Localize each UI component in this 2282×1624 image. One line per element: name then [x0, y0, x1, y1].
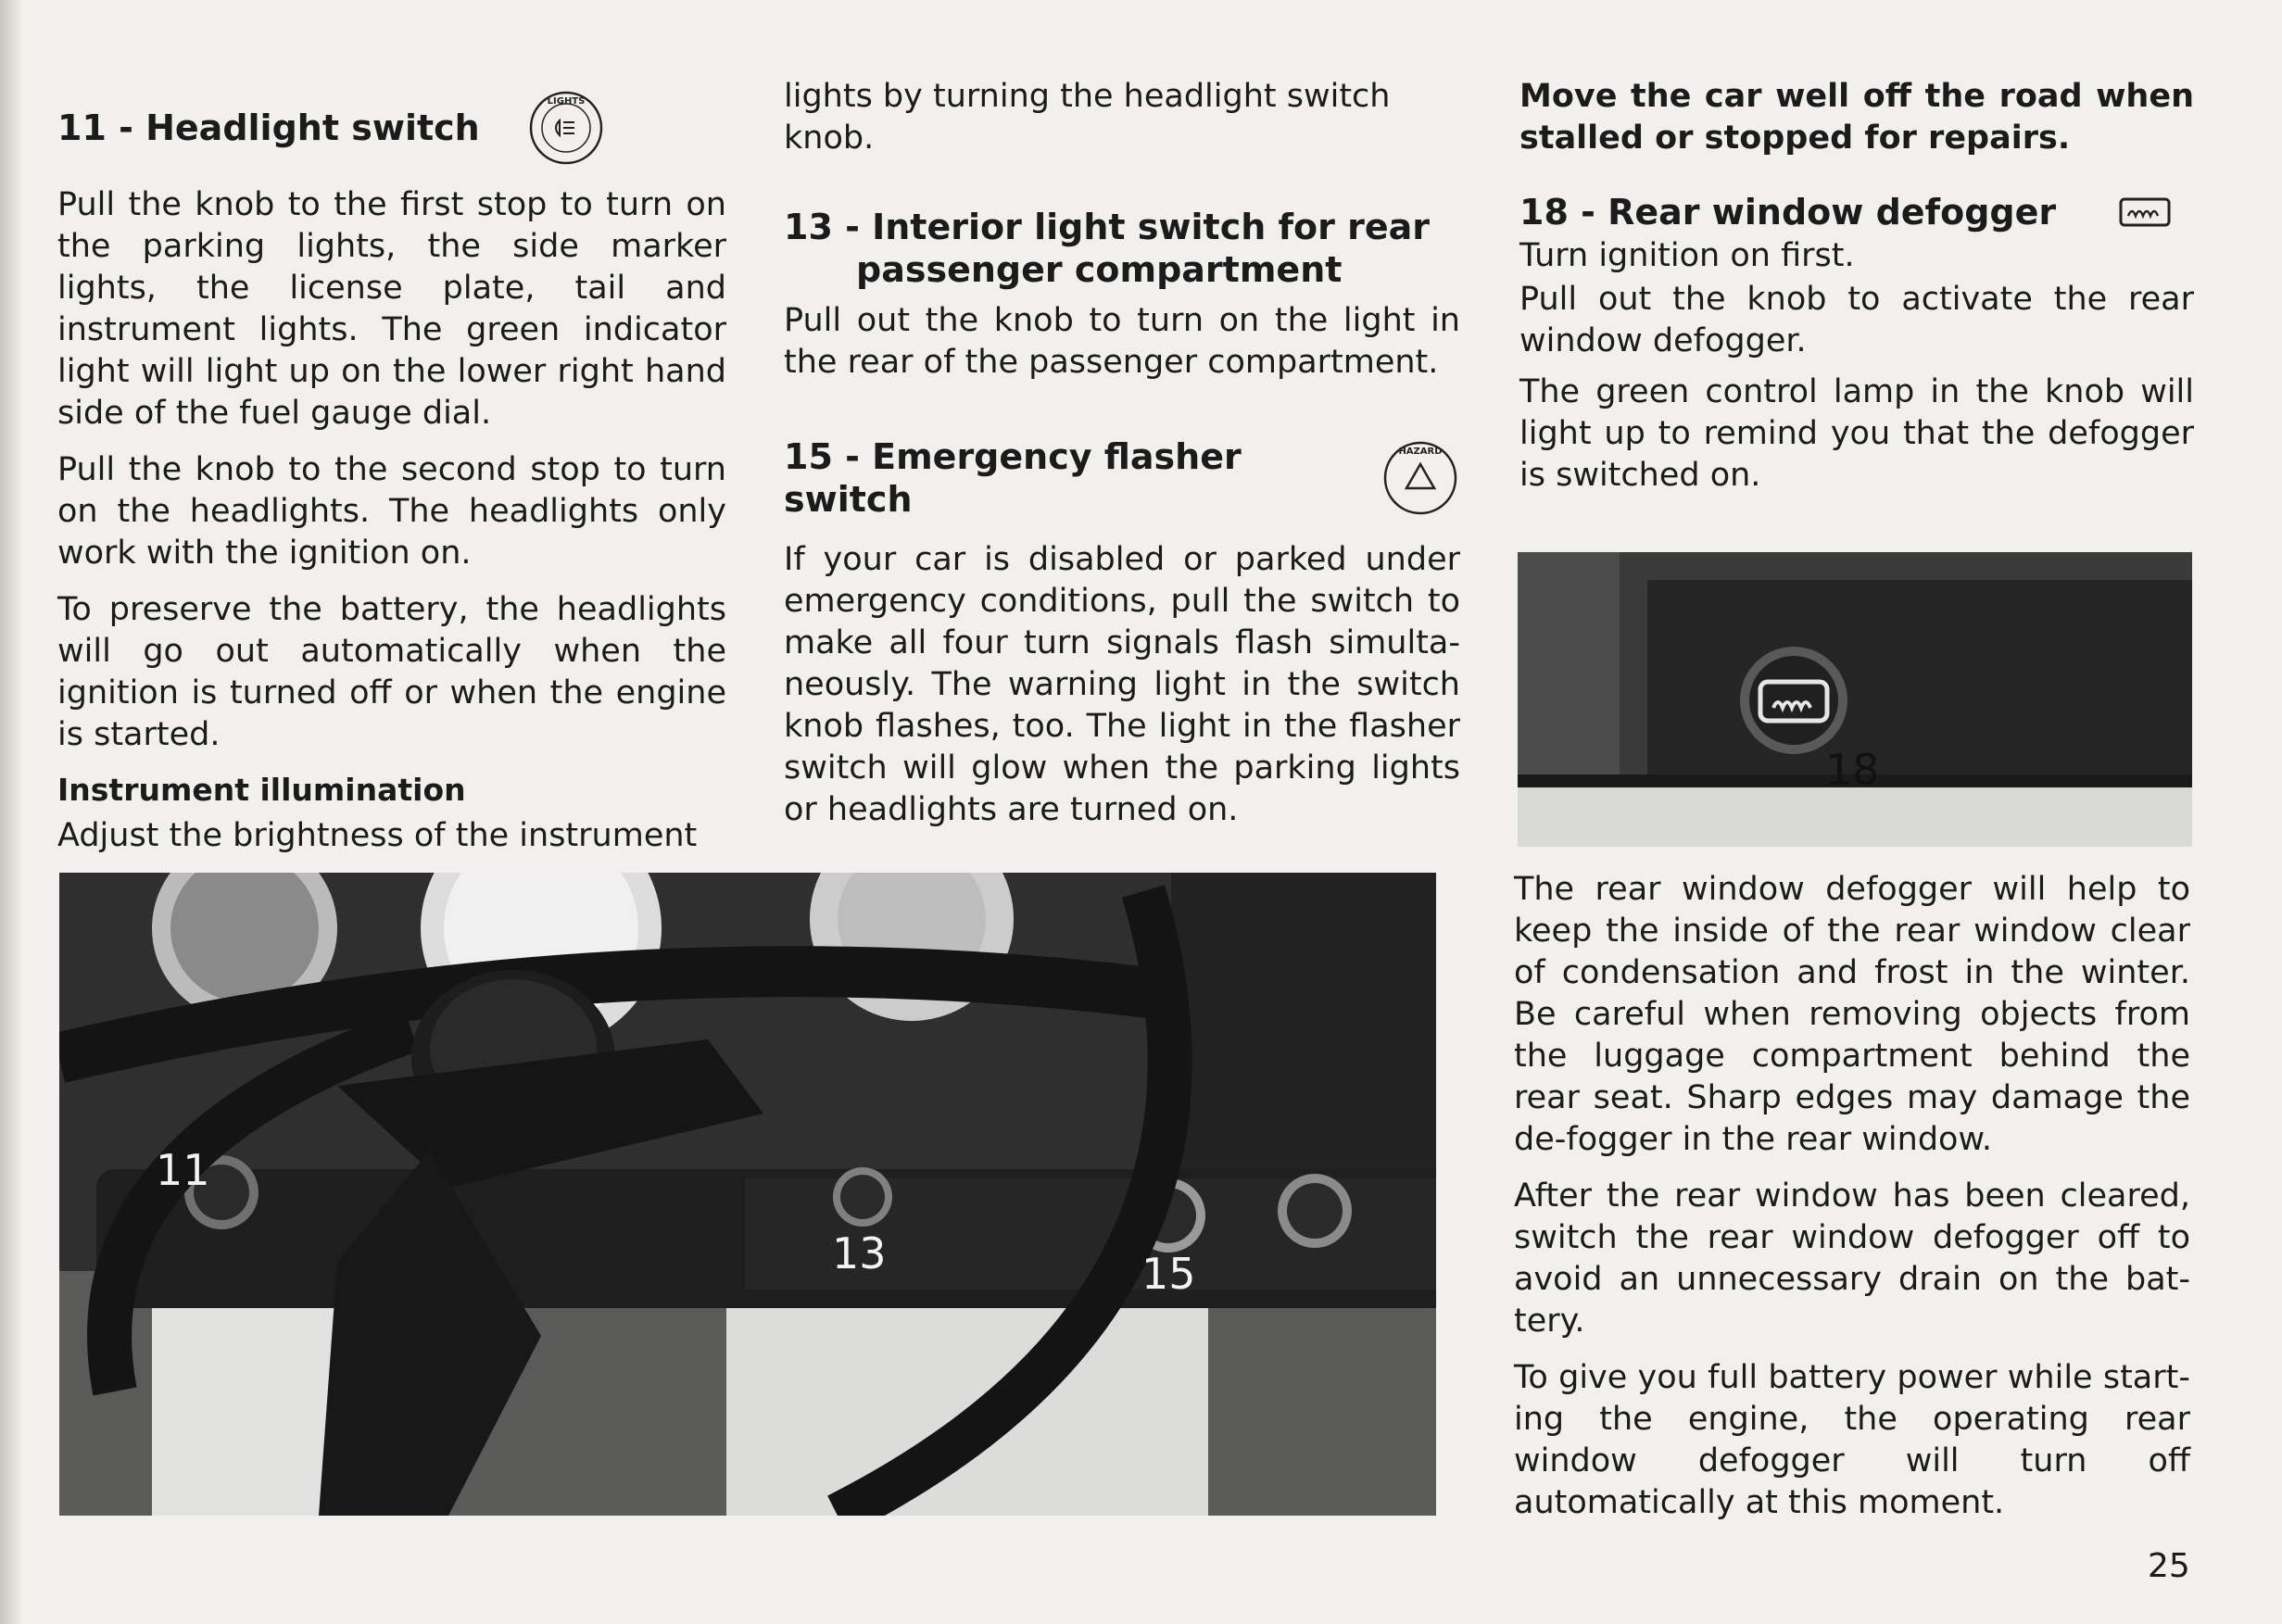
- paragraph: To preserve the battery, the headlights will go out automatically when the ignition is turned off or when the engine is started.: [57, 591, 726, 753]
- paragraph: Pull the knob to the first stop to turn on the parking lights, the side marker lights, the license plate, tail and instrument lights. The green indicator light will light up on the lower right hand side of the fuel gauge dial.: [57, 186, 726, 432]
- rear-defogger-knob-photo: [1518, 552, 2192, 847]
- paragraph: lights by turning the headlight switch knob.: [784, 78, 1391, 157]
- column-headlight-switch: [57, 88, 726, 872]
- column-rear-defogger: [1519, 76, 2194, 511]
- paragraph: If your car is disabled or parked under emergency conditions, pull the switch to make all four turn signals flash simulta-neously. The warning light in the switch knob flashes, too. The light in the flasher switch will glow when the parking lights or headlights are turned on.: [784, 541, 1460, 828]
- subheading-instrument-illumination: Instrument illumination: [57, 772, 466, 808]
- svg-text:LIGHTS: LIGHTS: [547, 96, 586, 107]
- column-interior-and-flasher: [784, 76, 1460, 846]
- callout-label-13: 13: [832, 1228, 887, 1278]
- paragraph: Pull out the knob to turn on the light in the rear of the passenger compartment.: [784, 302, 1460, 381]
- paragraph: The rear window defogger will help to keep the inside of the rear window clear of condensation and frost in the winter. Be careful when removing objects from the luggage compartment behind the rear seat. Sharp edges may damage the de-fogger in the rear window.: [1514, 871, 2190, 1158]
- heading-emergency-flasher-switch: 15 - Emergency flasher switch HAZARD: [784, 435, 1460, 521]
- heading-headlight-switch: 11 - Headlight switch LIGHTS: [57, 88, 726, 168]
- paragraph: Pull the knob to the second stop to turn on the headlights. The headlights only work with the ignition on.: [57, 451, 726, 572]
- paragraph: To give you full battery power while start-ing the engine, the operating rear window defogger will turn off automatically at this moment.: [1514, 1359, 2190, 1521]
- heading-rear-window-defogger: 18 - Rear window defogger: [1519, 191, 2194, 233]
- warning-paragraph: Move the car well off the road when stalled or stopped for repairs.: [1519, 78, 2194, 157]
- callout-label-18: 18: [1825, 745, 1880, 795]
- paragraph: Pull out the knob to activate the rear window defogger.: [1519, 281, 2194, 359]
- paragraph: Adjust the brightness of the instrument: [57, 817, 698, 854]
- hazard-triangle-icon: [1381, 438, 1460, 518]
- page-number: 25: [2148, 1547, 2190, 1585]
- paragraph: After the rear window has been cleared, switch the rear window defogger off to avoid an unnecessary drain on the bat-tery.: [1514, 1177, 2190, 1340]
- dashboard-switches-photo: [59, 873, 1436, 1516]
- paragraph: Turn ignition on first.: [1519, 237, 1855, 274]
- paragraph: The green control lamp in the knob will light up to remind you that the defogger is switched on.: [1519, 373, 2194, 494]
- callout-label-15: 15: [1141, 1249, 1196, 1299]
- rear-defogger-icon: [2117, 194, 2173, 231]
- callout-label-11: 11: [156, 1145, 210, 1195]
- heading-interior-light-switch: 13 - Interior light switch for rear passenger compartment: [784, 207, 1431, 290]
- svg-text:HAZARD: HAZARD: [1398, 447, 1443, 457]
- headlight-switch-icon: [526, 88, 606, 168]
- page-binding-edge: [0, 0, 20, 1624]
- column-defogger-notes: [1514, 869, 2190, 1539]
